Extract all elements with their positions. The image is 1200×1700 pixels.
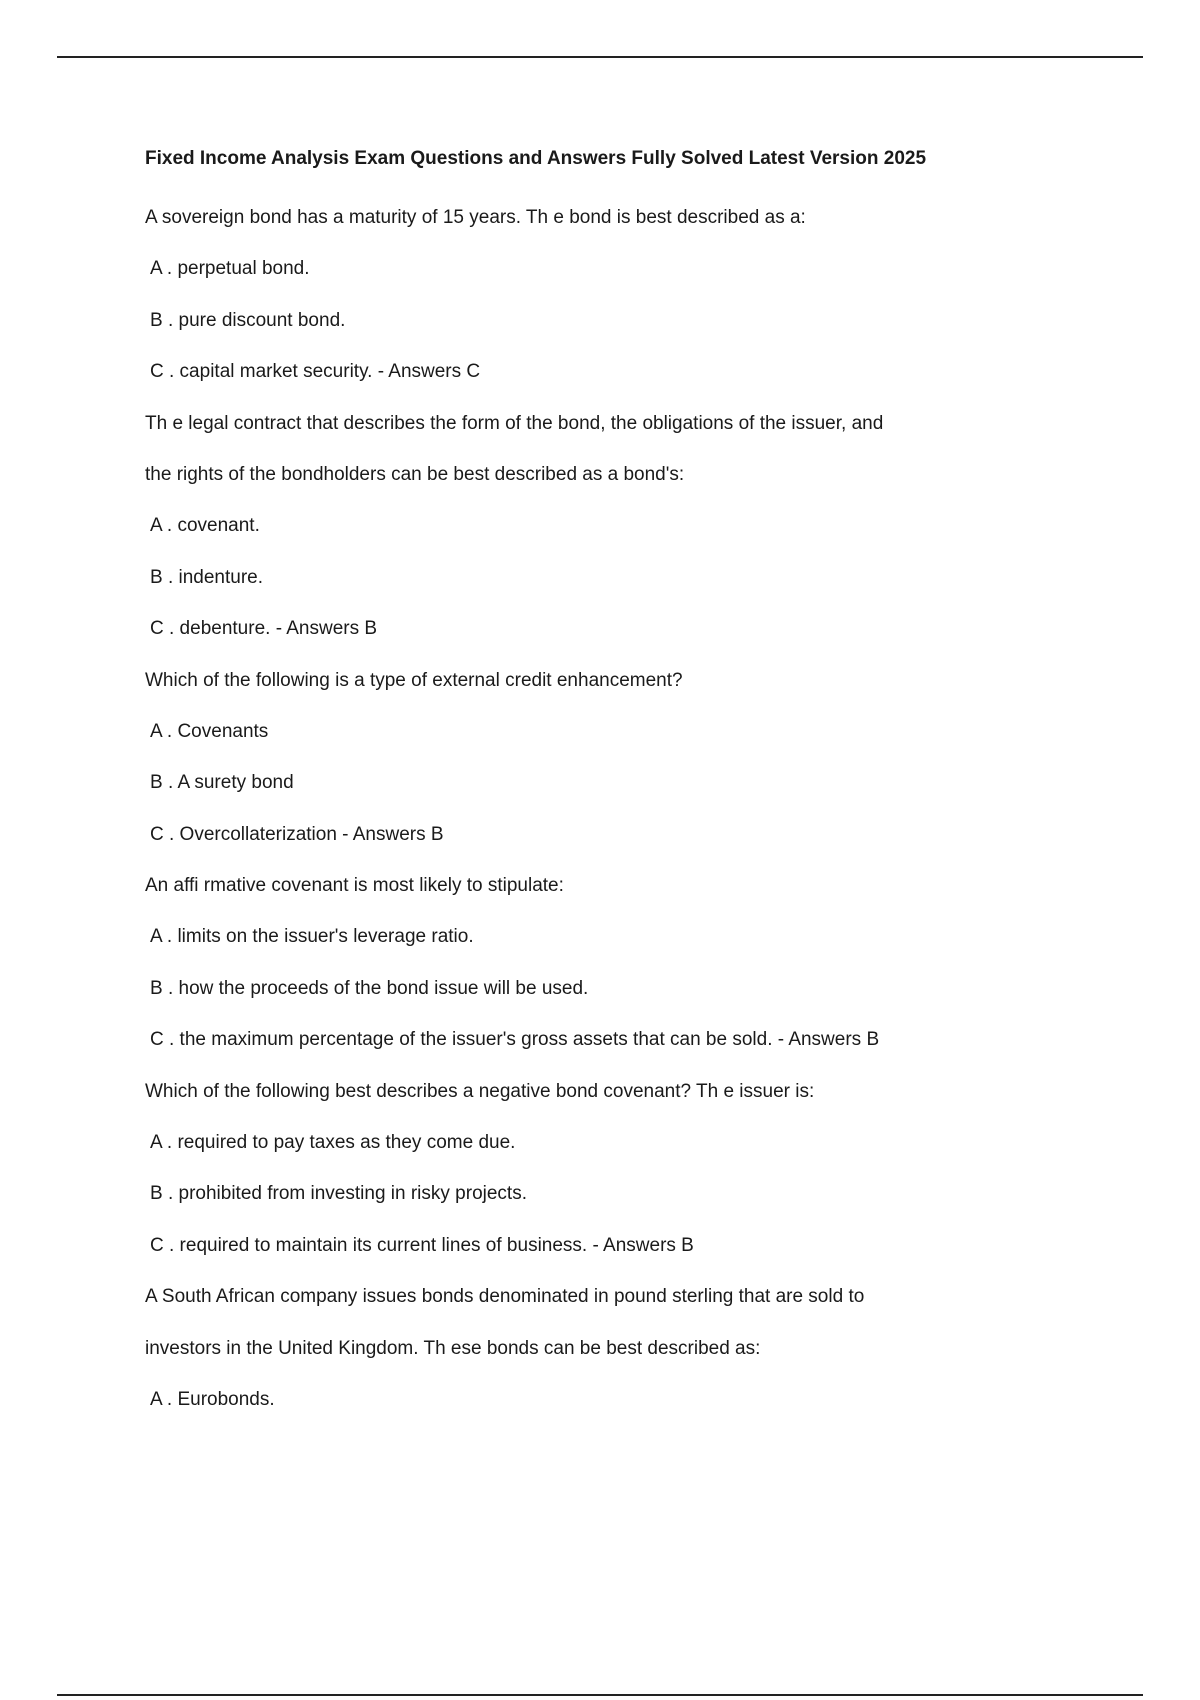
answer-option: B . pure discount bond. bbox=[150, 309, 346, 331]
answer-option: C . the maximum percentage of the issuer's gross assets that can be sold. - Answers B bbox=[150, 1029, 880, 1051]
answer-option: B . prohibited from investing in risky projects. bbox=[150, 1183, 527, 1205]
answer-option: B . A surety bond bbox=[150, 772, 294, 794]
question-text: Th e legal contract that describes the form of the bond, the obligations of the issuer, and bbox=[145, 412, 884, 434]
question-text: A South African company issues bonds denominated in pound sterling that are sold to bbox=[145, 1286, 865, 1308]
answer-option: A . limits on the issuer's leverage ratio. bbox=[150, 926, 474, 948]
document-body bbox=[145, 140, 1105, 1425]
question-text: An affi rmative covenant is most likely to stipulate: bbox=[145, 875, 564, 897]
top-rule bbox=[57, 56, 1143, 58]
answer-option: C . required to maintain its current lines of business. - Answers B bbox=[150, 1234, 694, 1256]
question-text: Which of the following is a type of external credit enhancement? bbox=[145, 669, 683, 691]
answer-option: C . debenture. - Answers B bbox=[150, 618, 378, 640]
answer-option: A . required to pay taxes as they come due. bbox=[150, 1132, 516, 1154]
document-title: Fixed Income Analysis Exam Questions and Answers Fully Solved Latest Version 2025 bbox=[145, 148, 927, 169]
answer-option: B . how the proceeds of the bond issue will be used. bbox=[150, 977, 589, 999]
answer-option: A . Eurobonds. bbox=[150, 1388, 275, 1410]
answer-option: A . covenant. bbox=[150, 515, 260, 537]
question-text: A sovereign bond has a maturity of 15 years. Th e bond is best described as a: bbox=[145, 207, 806, 228]
answer-option: C . capital market security. - Answers C bbox=[150, 361, 481, 383]
question-text: the rights of the bondholders can be best described as a bond's: bbox=[145, 463, 685, 485]
answer-option: C . Overcollaterization - Answers B bbox=[150, 823, 444, 845]
question-text: investors in the United Kingdom. Th ese bonds can be best described as: bbox=[145, 1337, 761, 1359]
answer-option: B . indenture. bbox=[150, 566, 264, 588]
answer-option: A . Covenants bbox=[150, 720, 269, 742]
question-list bbox=[145, 192, 1105, 1425]
bottom-rule bbox=[57, 1694, 1143, 1696]
answer-option: A . perpetual bond. bbox=[150, 258, 310, 280]
question-text: Which of the following best describes a negative bond covenant? Th e issuer is: bbox=[145, 1080, 815, 1102]
